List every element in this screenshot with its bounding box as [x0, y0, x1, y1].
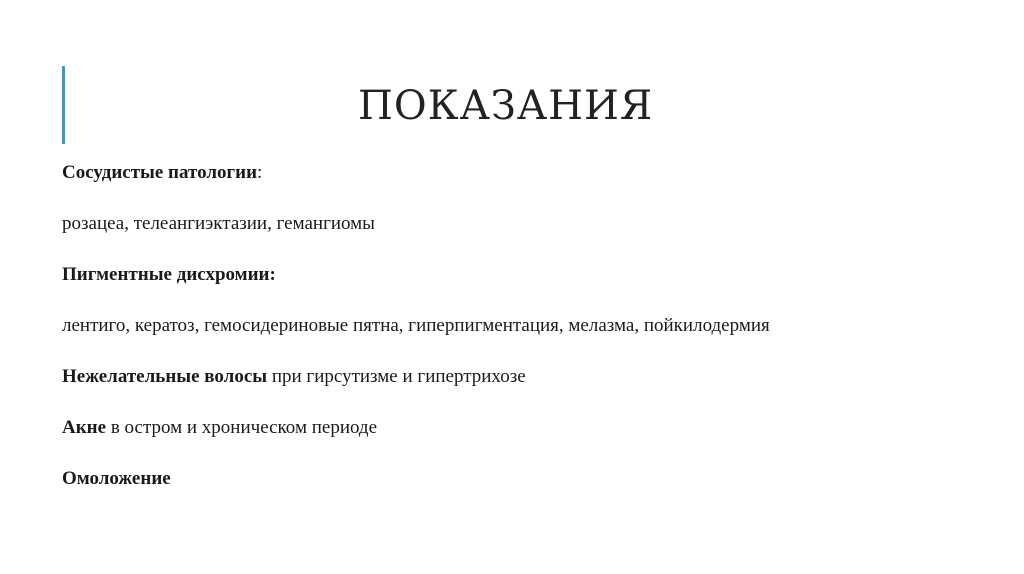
list-item-text: при гирсутизме и гипертрихозе: [267, 366, 526, 387]
list-item-bold: Сосудистые патологии: [62, 162, 258, 183]
slide-title: ПОКАЗАНИЯ: [358, 83, 654, 129]
list-item-text: лентиго, кератоз, гемосидериновые пятна, гиперпигментация, мелазма, пойкилодермия: [62, 315, 770, 336]
list-item-vascular: [62, 158, 1002, 209]
list-item-text: в остром и хроническом периоде: [106, 417, 378, 438]
list-item-bold: Пигментные дисхромии:: [62, 264, 276, 285]
list-item-text: розацеа, телеангиэктазии, гемангиомы: [62, 213, 375, 234]
list-item-bold: Омоложение: [62, 468, 171, 489]
list-item-pigment: [62, 260, 1002, 311]
list-item-pigment-details: [62, 311, 1002, 362]
list-item-rejuvenation: [62, 464, 1002, 515]
list-item-acne: [62, 413, 1002, 464]
list-item-bold: Акне: [62, 417, 107, 438]
list-item-text: :: [257, 162, 263, 183]
title-accent-bar: [62, 66, 65, 144]
slide-content: [62, 158, 1002, 515]
list-item-hair: [62, 362, 1002, 413]
list-item-vascular-details: [62, 209, 1002, 260]
list-item-bold: Нежелательные волосы: [62, 366, 268, 387]
